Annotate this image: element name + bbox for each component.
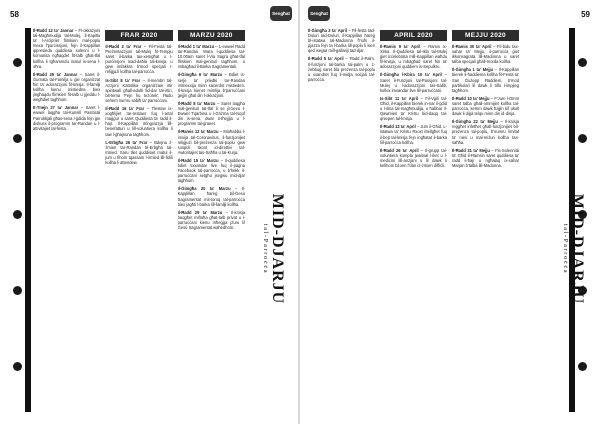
entry-text: – Il-Kappillan bierek il-ħaddiema kollha fil-Festa ta' San Ġużepp Ħaddiem, b'mod partikolari lil dawk li tilfu l-impjieg tagħhom.: [452, 67, 519, 93]
binder-ring-icon: [13, 362, 22, 371]
diary-entries: [308, 28, 375, 82]
diary-entry: [105, 78, 172, 103]
binder-ring-icon: [578, 134, 587, 143]
entry-date: Il-Ġimgħa 22 ta' Mejju: [452, 119, 498, 125]
diary-columns: [33, 28, 245, 412]
diary-entry: [178, 44, 245, 69]
entry-date: Il-Ħadd 15 ta' Marzu: [177, 157, 219, 163]
diary-column: [452, 28, 519, 412]
entry-date: Il-Ħadd 16 ta' Frar: [105, 106, 145, 112]
entry-date: Il-Ħadd 2 ta' Frar: [105, 44, 142, 49]
month-heading: MARZU 2020: [178, 30, 245, 41]
entry-text: – Saret l-ewwel laqgħa tal-Kunsill Pastorali Parrokkjali għas-sena l-ġdida fejn ġie diskuss il-programm tar-Randan u l-attivitajiet tal-festa.: [33, 105, 101, 131]
magazine-badge: Sengħat: [308, 6, 330, 21]
entry-text: – Fl-okkażjoni tal-Magħmudija tal-Mulej, il-Kapitlu ta' l-Arċipriet flimkien mal-poplu mexa f'purċissjoni, fejn il-Kappillan ippresieda quddiesa solenni u l-komunita ngħaqdet fit-talb għat-tfal kollha li tgħammdu matul is-sena l-oħra.: [33, 28, 101, 69]
month-heading: APRIL 2020: [380, 30, 447, 41]
entry-text: – Il-membri tal-Azzjoni Kattolika organizzaw irtir spiritwali għall-adulti fid-dar tal-irtiri, bit-tema 'Fejn hu teżorek'. Ħadu sehem numru sabiħ ta' parruċċani.: [105, 77, 173, 103]
page-number: 58: [10, 10, 19, 19]
diary-entry: [105, 106, 172, 137]
entry-text: – Fil-bidu tax-xahar ta' Mejju, il-parroċċa ġiet ikkonsagrata lill-Madonna u saret talba speċjali għall-morda kollha.: [452, 44, 519, 65]
entry-text: – Bdiet is-serje ta' priedki tar-Randan immexxija minn saċerdot mistieden. Il-knisja kienet mimlija b'parruċċani ġejjin għal din l-okkażjoni.: [177, 72, 245, 98]
entry-text: – Il-quddiesa bdiet tixxandar live fuq il-paġna Facebook tal-parroċċa, u b'hekk il-parruċċani setgħu jsegwu mid-djar tagħhom.: [177, 157, 245, 184]
month-heading: FRAR 2020: [105, 30, 172, 41]
entry-date: Il-Ġimgħa 6 ta' Marzu: [177, 72, 223, 78]
diary-entry: [452, 44, 519, 64]
diary-column: [178, 28, 245, 412]
diary-entries: [105, 44, 172, 165]
diary-entries: [452, 44, 519, 168]
diary-columns: [308, 28, 519, 412]
entry-date: Is-Sibt 11 ta' April: [380, 95, 419, 101]
diary-brand: [549, 158, 597, 340]
diary-entry: [178, 210, 245, 230]
entry-date: Il-Ħadd 1 ta' Marzu: [177, 44, 215, 49]
diary-entry: [308, 56, 375, 81]
entry-text: – Il-knisja baqgħet miftuħa għat-talb privat u l-parruċċani kienu mħeġġa jżuru lil Ġesù Sagramentat waħedhom.: [177, 209, 245, 230]
entry-date: It-Tnejn 27 ta' Jannar: [33, 105, 79, 111]
diary-entry: [33, 105, 100, 130]
entry-text: – Minħabba l-imxija tal-Coronavirus, il-funzjonijiet reliġjużi bil-preżenza tal-poplu ġew sospiżi skont id-direttivi tal-Awtoritajiet tas-Saħħa u tal-Kurja.: [177, 129, 245, 155]
entry-text: – Fil-festa tad-Duluri tad-Duluri, il-Kappillan ħareġ bl-istatwa tal-Madonna f'nofs il-pjazza fejn ta l-barka lill-poplu li kien qed isegwi mill-gallariji tad-djar.: [308, 28, 375, 54]
entry-date: Il-Ġimgħa l-Kbira 10 ta' April: [380, 72, 442, 78]
binder-strip: [25, 28, 31, 412]
entry-date: Il-Ħadd 5 ta' April: [308, 56, 344, 62]
binder-ring-icon: [13, 286, 22, 295]
right-page: [300, 0, 600, 424]
entry-text: – Ħadd il-Palm. Il-funzjoni tal-barka tal-palm u ż-żebbuġ saret bla preżenza tal-poplu u xxandret fuq il-midja soċjali tal-parroċċa.: [308, 56, 375, 82]
entry-text: – Fil-Vġili tal-Għid, il-Kappillan bierek in-nar il-ġdid u l-ilma tal-magħmudija, u ħabbar il-Qawmien ta' Kristu bid-daqq tal-qniepen tal-knisja.: [380, 95, 447, 122]
diary-entry: [105, 140, 172, 165]
entry-text: – Il-knisja reġgħet infetħet għall-funzjonijiet bil-preżenza tal-poplu, b'numru limitat ta' nies u mal-miżuri kollha tas-saħħa.: [452, 119, 519, 145]
entry-date: Il-Ħamis 12 ta' Marzu: [177, 129, 219, 135]
brand-subtitle: tal-Parroċċa: [262, 223, 269, 275]
entry-text: – Fil-Festa tal-Preżentazzjoni tal-Mulej fit-Tempju saret il-barka tax-xemgħat u l-purċissjoni mad-daħla tal-knisja, u ġew imfakkra b'mod speċjali r-reliġjużi kollha tal-parroċċa.: [105, 44, 173, 75]
binder-ring-icon: [13, 210, 22, 219]
binder-ring-icon: [578, 362, 587, 371]
entry-text: – F'Jum l-Omm saret talba għall-ommijiet kollha tal-parroċċa, kemm dawk ħajjin kif ukoll dawk li diġà telqu minn din id-dinja.: [452, 95, 519, 117]
entry-date: Il-Ħamis 30 ta' April: [452, 44, 492, 49]
entry-date: Il-Ħadd 12 ta' Jannar: [33, 28, 74, 33]
entry-text: – Bdejna ż-żmien tar-Randan bl-Erbgħa tal-Irmied. Saru tliet quddisiet matul il-jum u fihom tqassam l-irmied lill-fidili kollha li attendew.: [105, 139, 173, 165]
diary-entry: [380, 96, 447, 121]
entry-date: Il-Ħadd 29 ta' Marzu: [177, 209, 223, 215]
entry-date: Il-Ħadd 10 ta' Mejju: [452, 95, 490, 101]
month-heading: MEJJU 2020: [452, 30, 519, 41]
entry-date: Il-Ħamis 9 ta' April: [380, 44, 421, 49]
diary-brand: [249, 158, 297, 340]
entry-date: Il-Ġimgħa 20 ta' Marzu: [177, 186, 231, 192]
entry-text: – Il-Kappillan ħareġ bil-Ġesù Sagramentat mit-toroq tal-parroċċa biex jagħti l-barka lill-familji kollha.: [177, 186, 245, 207]
magazine-badge: Sengħat: [270, 6, 292, 21]
diary-entry: [308, 28, 375, 53]
diary-entry: [452, 148, 519, 168]
entry-date: L-Erbgħa 26 ta' Frar: [105, 139, 148, 145]
entry-text: – Il-grupp tal-voluntiera kompla jwassal l-ikel u l-mediċini lill-anzjani u lil dawk li kellhom bżonn f'dan iż-żmien diffiċli.: [380, 147, 447, 168]
diary-column: [308, 28, 375, 412]
entry-date: Il-Ġimgħa 3 ta' April: [308, 28, 348, 33]
diary-entry: [380, 44, 447, 69]
diary-entry: [452, 96, 519, 116]
binder-ring-icon: [578, 58, 587, 67]
entry-text: – Saret il-Ġurnata tal-Familja u ġie organizzat ħin ta' adorazzjoni fil-knisja. Il-familji kollha kienu mistiedna biex jingħaqdu flimkien fit-talb u jġeddu l-wegħdiet tagħhom.: [33, 71, 101, 103]
diary-entry: [33, 72, 100, 103]
entry-text: – Fis-Solennità ta' Għid il-Ħamsin saret quddiesa ta' radd il-ħajr u ngħalaq ix-xahar Marjan b'talba lill-Madonna.: [452, 147, 519, 168]
diary-entry: [105, 44, 172, 75]
entry-date: Is-Sibt 8 ta' Frar: [105, 77, 141, 83]
diary-entry: [33, 28, 100, 69]
diary-column: [380, 28, 447, 412]
diary-entry: [380, 148, 447, 168]
diary-entry: [452, 119, 519, 144]
brand-subtitle: tal-Parroċċa: [562, 223, 569, 275]
page-number: 59: [581, 10, 590, 19]
entry-date: Il-Ħadd 26 ta' Jannar: [33, 71, 78, 77]
binder-ring-icon: [13, 134, 22, 143]
diary-entries: [33, 28, 100, 131]
entry-text: – Ħamis ix-Xirka. Il-Quddiesa tal-Ikla tal-Mulej ġiet iċċelebrata mill-Kappillan waħdu fil-knisja, u mbagħad saret ħin ta' adorazzjoni quddiem is-Sepulkru.: [380, 44, 447, 70]
diary-entries: [380, 44, 447, 168]
entry-text: – L-ewwel Ħadd tar-Randan. Wara l-quddiesa tal-10.00am saret l-Via Sagra għat-tfal flimkien mal-ġenituri tagħhom, u imbagħad il-Barka Sagramentali.: [177, 44, 245, 70]
entry-date: Il-Ġimgħa 1 ta' Mejju: [452, 67, 494, 73]
entry-date: Il-Ħadd 31 ta' Mejju: [452, 147, 490, 153]
diary-entry: [178, 72, 245, 97]
entry-text: – Tlestew ix-xogħlijiet tar-restawr fuq l-artal maġġur u saret Quddiesa ta' radd il-ħajr. Il-Kappillan irringrazzja lill-benefatturi u lill-voluntiera kollha li taw l-għajnuna tagħhom.: [105, 106, 173, 137]
diary-entry: [178, 158, 245, 183]
brand-title: MID-DJARJU: [569, 193, 586, 305]
diary-entry: [380, 72, 447, 92]
entry-date: Il-Ħadd 26 ta' April: [380, 147, 419, 153]
entry-date: Il-Ħadd 8 ta' Marzu: [177, 100, 216, 106]
diary-entry: [178, 101, 245, 126]
diary-entry: [178, 186, 245, 206]
entry-text: – Saret laqgħa mal-ġenituri tat-tfal li se jirċievu l-Ewwel Tqarbina u l-Griżma tal-Isqof din is-sena, dwar it-tħejjija u l-programm tal-ġranet.: [177, 100, 245, 127]
brand-title: MID-DJARJU: [269, 193, 286, 305]
entry-text: – Jum il-Għid. L-istatwa ta' Kristu Rxoxt ittellgħet fuq il-bejt tal-knisja fejn ingħatat il-barka lill-parroċċa kollha.: [380, 124, 447, 145]
entry-text: – Saret il-Funzjoni tal-Passjoni tal-Mulej u l-adorazzjoni tas-Salib, kollox imxandar live lill-parruċċani.: [380, 72, 447, 93]
binder-ring-icon: [13, 58, 22, 67]
diary-entries: [178, 44, 245, 230]
diary-column: [105, 28, 172, 412]
entry-date: Il-Ħadd 12 ta' April: [380, 124, 416, 130]
diary-entry: [452, 67, 519, 92]
diary-column: [33, 28, 100, 412]
diary-entry: [380, 124, 447, 144]
diary-entry: [178, 129, 245, 154]
